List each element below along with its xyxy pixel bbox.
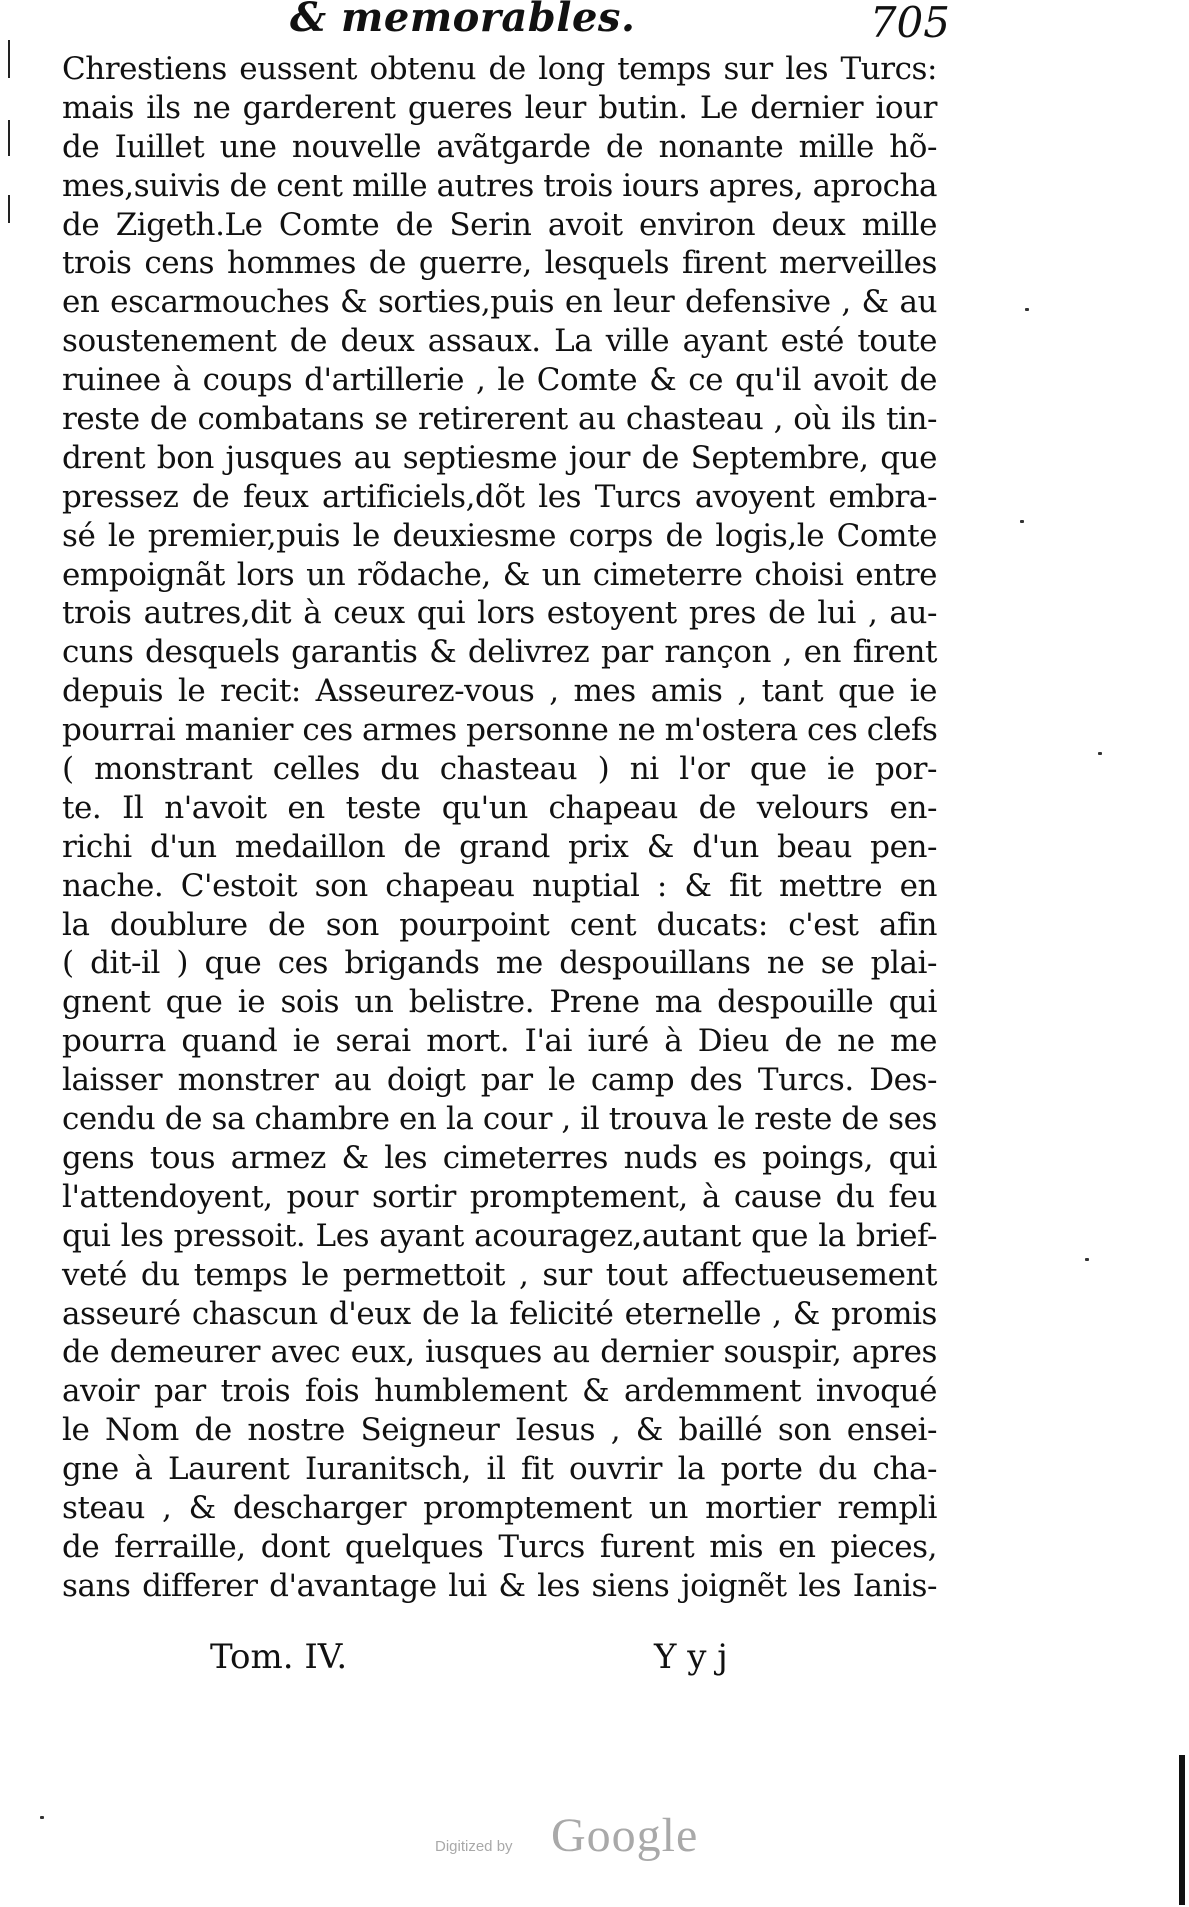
margin-speck	[1085, 1258, 1089, 1261]
text-line: de Zigeth.Le Comte de Serin avoit environ deux mille	[62, 206, 937, 243]
text-line: la doublure de son pourpoint cent ducats: c'est afin	[62, 906, 937, 943]
text-line: ( dit-il ) que ces brigands me despouillans ne se plai-	[62, 945, 937, 982]
text-line: pourrai manier ces armes personne ne m'ostera ces clefs	[62, 712, 938, 749]
text-line: de Iuillet une nouvelle avãtgarde de nonante mille hõ-	[62, 128, 937, 165]
text-line: pressez de feux artificiels,dõt les Turcs avoyent embra-	[62, 478, 937, 515]
text-line: en escarmouches & sorties,puis en leur defensive , & au	[62, 284, 937, 321]
text-line: ( monstrant celles du chasteau ) ni l'or que ie por-	[62, 751, 937, 788]
text-line: gne à Laurent Iuranitsch, il fit ouvrir la porte du cha-	[62, 1451, 937, 1488]
text-line: gens tous armez & les cimeterres nuds es poings, qui	[62, 1139, 937, 1176]
text-line: trois cens hommes de guerre, lesquels firent merveilles	[62, 245, 937, 282]
text-line: gnent que ie sois un belistre. Prene ma despouille qui	[62, 984, 937, 1021]
body-text	[62, 50, 937, 1606]
margin-speck	[1025, 308, 1029, 311]
text-line: sé le premier,puis le deuxiesme corps de logis,le Comte	[62, 517, 937, 554]
text-line: l'attendoyent, pour sortir promptement, à cause du feu	[62, 1178, 937, 1215]
page-footer	[62, 1637, 937, 1687]
running-head: & memorables.	[290, 0, 636, 41]
text-line: te. Il n'avoit en teste qu'un chapeau de velours en-	[62, 789, 937, 826]
text-line: de demeurer avec eux, iusques au dernier souspir, apres	[62, 1334, 937, 1371]
text-line: ruinee à coups d'artillerie , le Comte & ce qu'il avoit de	[62, 362, 937, 399]
text-line: depuis le recit: Asseurez-vous , mes amis , tant que ie	[62, 673, 937, 710]
text-line: steau , & descharger promptement un mortier rempli	[62, 1489, 937, 1526]
text-line: empoignãt lors un rõdache, & un cimeterre choisi entre	[62, 556, 937, 593]
text-line: reste de combatans se retirerent au chasteau , où ils tin-	[62, 401, 937, 438]
digitization-watermark	[435, 1808, 765, 1868]
text-line: laisser monstrer au doigt par le camp des Turcs. Des-	[62, 1062, 937, 1099]
volume-label: Tom. IV.	[210, 1637, 348, 1677]
text-line: nache. C'estoit son chapeau nuptial : & fit mettre en	[62, 867, 937, 904]
text-line: pourra quand ie serai mort. I'ai iuré à Dieu de ne me	[62, 1023, 937, 1060]
page-edge-shadow	[1179, 1755, 1185, 1905]
text-line: de ferraille, dont quelques Turcs furent mis en pieces,	[62, 1528, 937, 1565]
text-line: soustenement de deux assaux. La ville ayant esté toute	[62, 323, 937, 360]
text-line: le Nom de nostre Seigneur Iesus , & baillé son ensei-	[62, 1412, 937, 1449]
margin-speck	[1098, 752, 1102, 755]
margin-speck	[1020, 520, 1024, 523]
signature-mark: Y y j	[654, 1637, 728, 1677]
text-line: avoir par trois fois humblement & ardemment invoqué	[62, 1373, 937, 1410]
text-line: cuns desquels garantis & delivrez par rançon , en firent	[62, 634, 937, 671]
google-logo: Google	[551, 1809, 699, 1862]
page-header	[290, 0, 950, 52]
text-line: trois autres,dit à ceux qui lors estoyent pres de lui , au-	[62, 595, 937, 632]
text-line: Chrestiens eussent obtenu de long temps sur les Turcs:	[62, 51, 937, 87]
text-line: sans differer d'avantage lui & les siens joignẽt les Ianis-	[62, 1567, 937, 1604]
page-number: 705	[869, 0, 950, 47]
text-line: mais ils ne garderent gueres leur butin. Le dernier iour	[62, 89, 937, 126]
text-line: mes,suivis de cent mille autres trois iours apres, aprocha	[62, 167, 938, 204]
text-line: richi d'un medaillon de grand prix & d'un beau pen-	[62, 828, 937, 865]
text-line: cendu de sa chambre en la cour , il trouva le reste de ses	[62, 1101, 937, 1138]
left-margin-marks	[4, 0, 18, 220]
text-line: veté du temps le permettoit , sur tout affectueusement	[62, 1256, 937, 1293]
text-line: qui les pressoit. Les ayant acouragez,autant que la brief-	[62, 1217, 937, 1254]
text-line: asseuré chascun d'eux de la felicité eternelle , & promis	[62, 1295, 937, 1332]
margin-speck	[40, 1816, 44, 1819]
watermark-prefix: Digitized by	[435, 1838, 513, 1855]
text-line: drent bon jusques au septiesme jour de Septembre, que	[62, 439, 937, 476]
